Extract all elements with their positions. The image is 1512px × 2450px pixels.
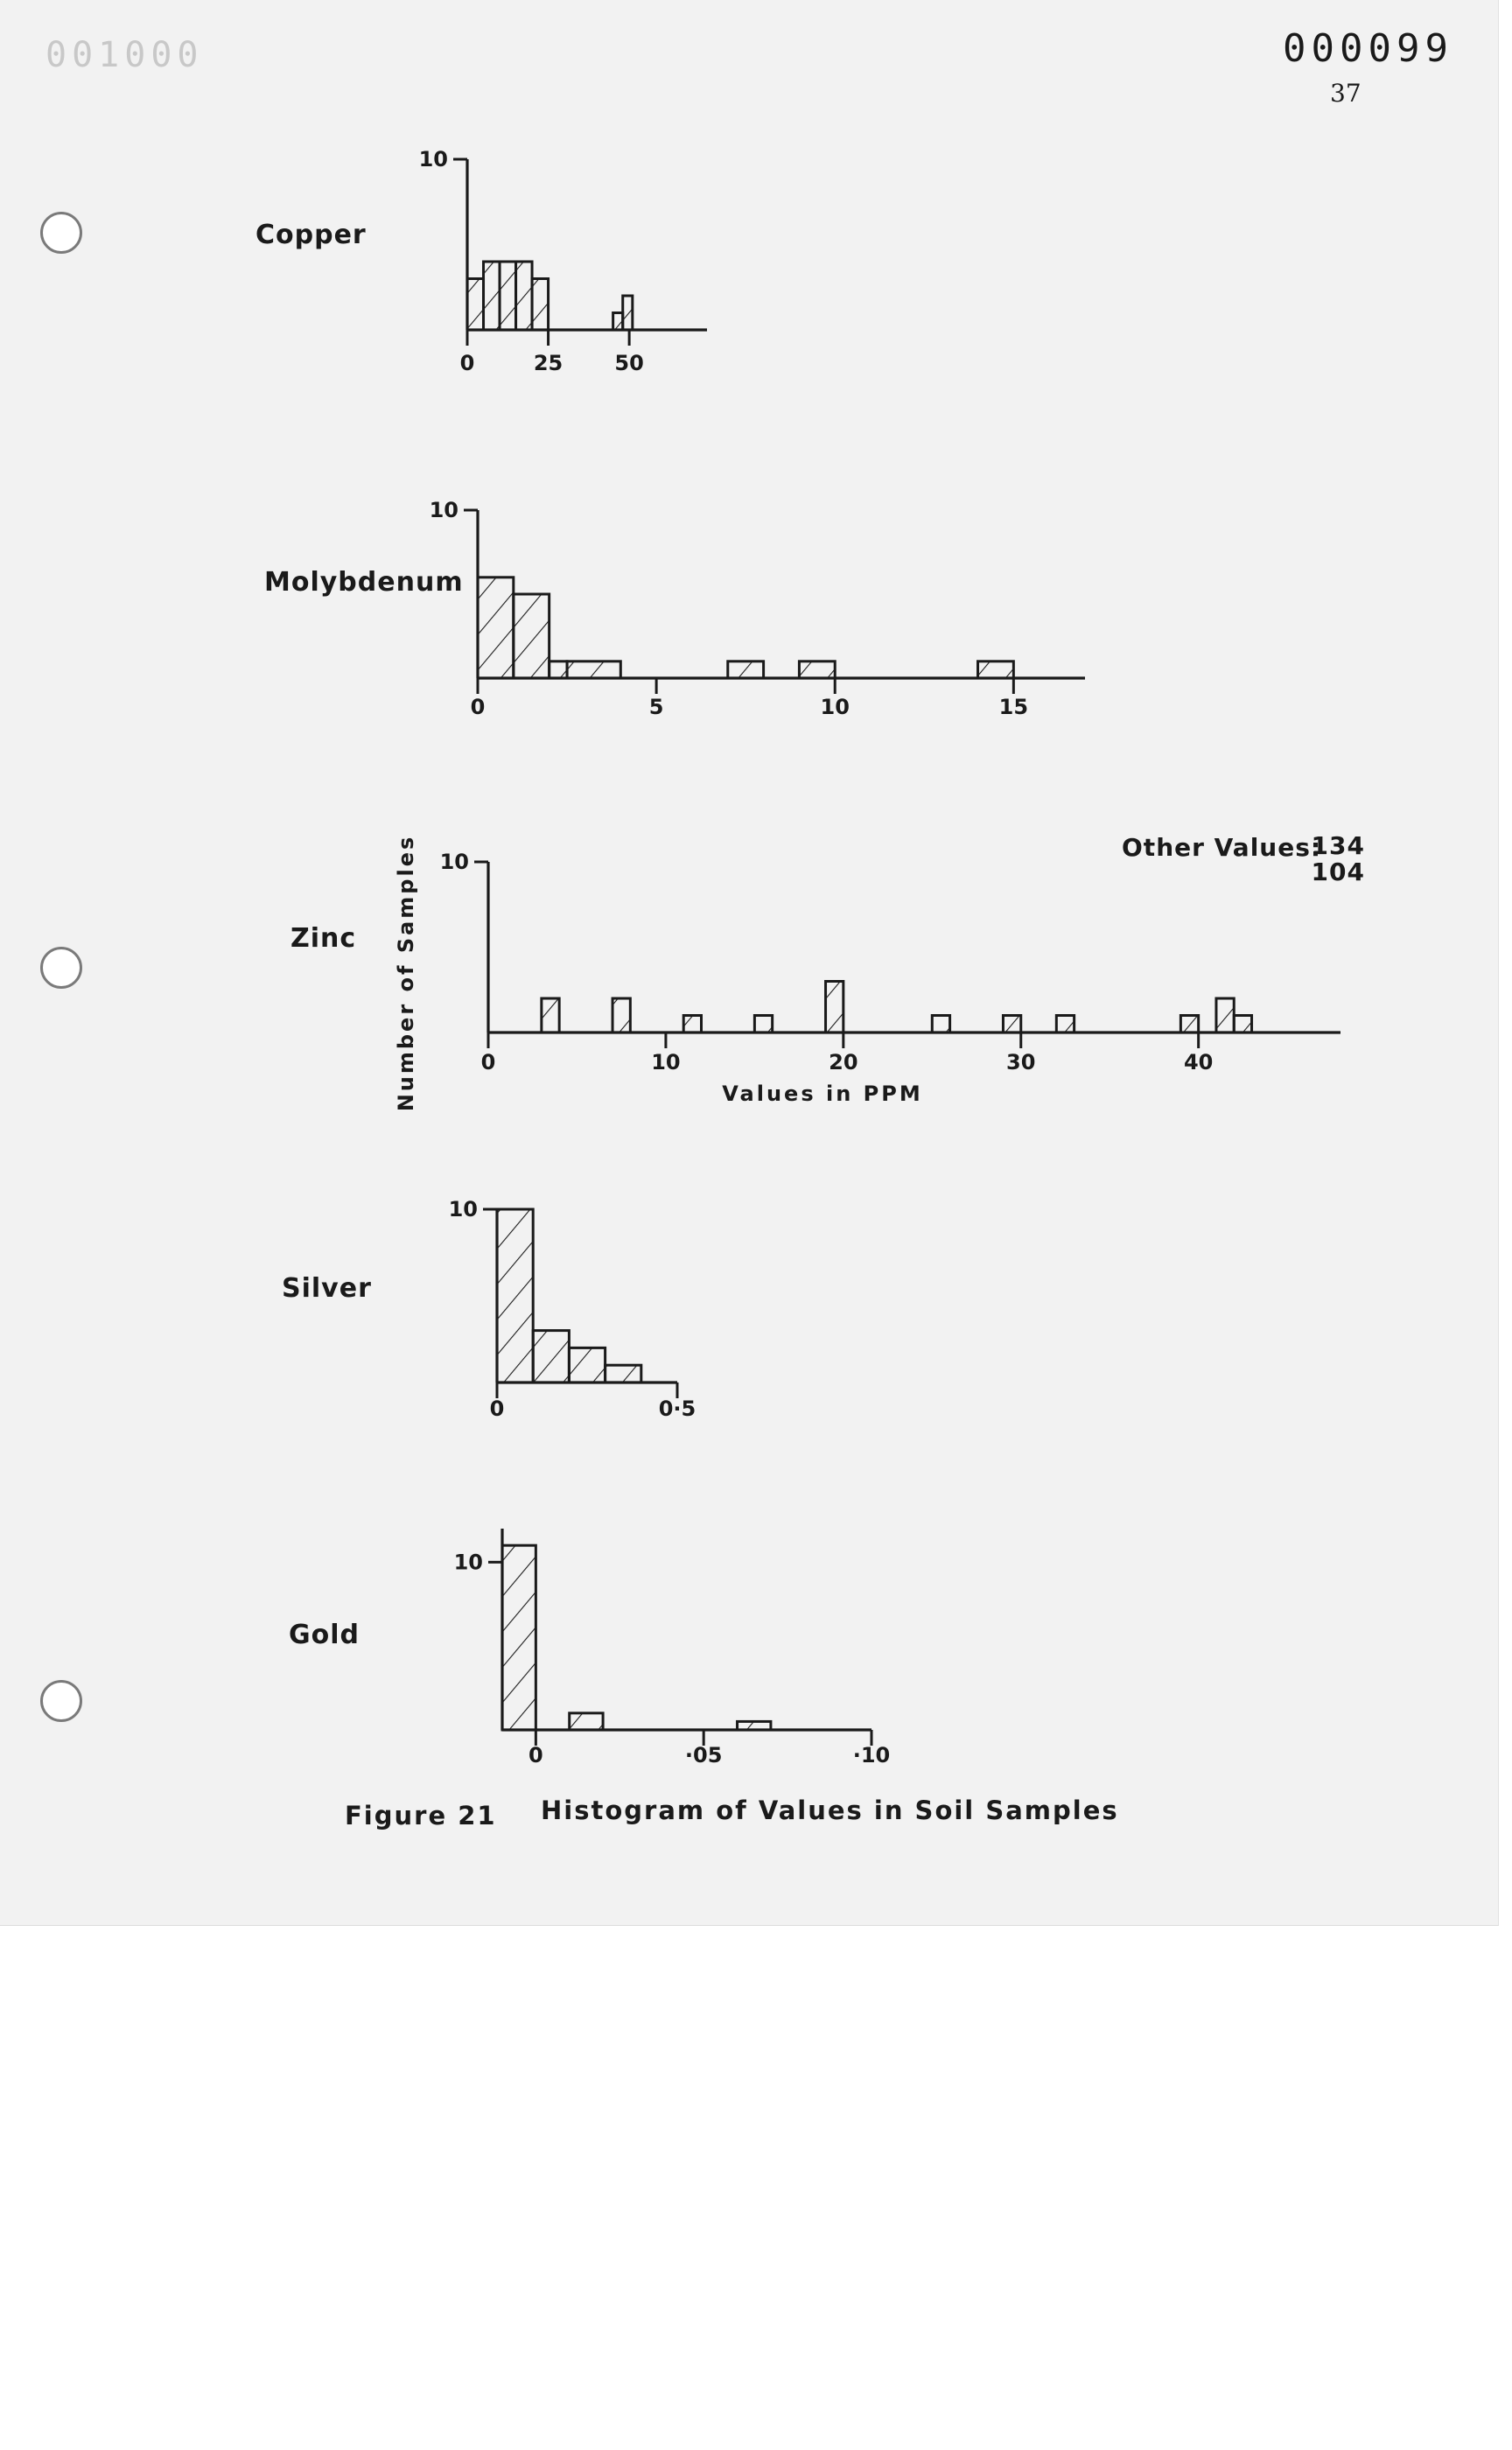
x-tick-label: 50 [614,351,644,375]
histogram-bar [514,594,550,678]
x-tick-label: 10 [820,695,850,719]
x-axis-title: Values in PPM [722,1082,923,1106]
x-tick-label: 0 [528,1743,543,1768]
histogram-bar [1234,1016,1251,1033]
histogram-bar [683,1016,701,1033]
other-value-1: 134 [1311,831,1365,860]
histogram-bar [569,1348,605,1382]
x-tick-label: 0 [470,695,486,719]
histogram-bar [1216,998,1234,1032]
histogram-bar [978,662,1014,678]
histogram-bar [606,1365,641,1382]
histogram-bar [484,262,500,330]
x-tick-label: 40 [1183,1050,1214,1074]
x-tick-label: 0·5 [658,1396,696,1421]
chart-title: Silver [282,1273,372,1304]
histogram-bar [550,662,567,678]
histogram-bar [754,1016,772,1033]
chart-title: Zinc [290,923,357,954]
other-value-2: 104 [1311,858,1365,886]
x-tick-label: 20 [829,1050,858,1074]
y-tick-label: 10 [448,1197,478,1222]
histogram-bar [612,998,630,1032]
histogram-bar [623,296,633,330]
histogram-bar [478,578,514,678]
y-tick-label: 10 [418,147,448,172]
histogram-bar [826,982,844,1033]
histogram-bar [613,313,623,331]
other-values-label: Other Values: [1122,833,1322,862]
stamp-number: 000099 [1283,26,1453,71]
x-tick-label: 0 [459,351,475,375]
page-number: 37 [1330,79,1362,108]
histogram-bar [1056,1016,1074,1033]
x-tick-label: 0 [480,1050,496,1074]
x-tick-label: ·05 [684,1743,723,1768]
x-tick-label: 10 [651,1050,681,1074]
histogram-bar [1003,1016,1020,1033]
x-tick-label: ·10 [852,1743,891,1768]
histogram-bar [1180,1016,1198,1033]
histogram-copper [256,147,707,375]
y-tick-label: 10 [439,850,469,874]
faded-stamp-number: 001000 [46,35,204,75]
y-tick-label: 10 [453,1550,483,1575]
y-tick-label: 10 [429,498,458,522]
histogram-bar [497,1209,533,1382]
histogram-bar [728,662,764,678]
histogram-bar [467,279,484,331]
histogram-bar [533,1331,569,1382]
histogram-silver [282,1197,696,1421]
x-tick-label: 30 [1006,1050,1036,1074]
figure-label: Figure 21 [345,1801,497,1830]
chart-title: Copper [256,220,367,250]
histogram-bar [500,262,516,330]
chart-title: Gold [289,1620,360,1650]
histogram-bar [516,262,533,330]
x-tick-label: 5 [648,695,664,719]
histogram-zinc [290,831,1365,1111]
x-tick-label: 15 [998,695,1029,719]
y-axis-title: Number of Samples [394,834,418,1112]
histogram-bar [570,1713,603,1730]
histogram-gold [289,1529,890,1768]
x-tick-label: 0 [489,1396,505,1421]
histogram-molybdenum [264,498,1085,719]
histogram-bar [542,998,559,1032]
histogram-bar [799,662,835,678]
histogram-bar [532,279,549,331]
histogram-bar [567,662,620,678]
histogram-bar [932,1016,949,1033]
x-tick-label: 25 [533,351,564,375]
chart-title: Molybdenum [264,567,464,598]
figure-title: Histogram of Values in Soil Samples [541,1796,1119,1825]
histogram-bar [502,1545,536,1730]
